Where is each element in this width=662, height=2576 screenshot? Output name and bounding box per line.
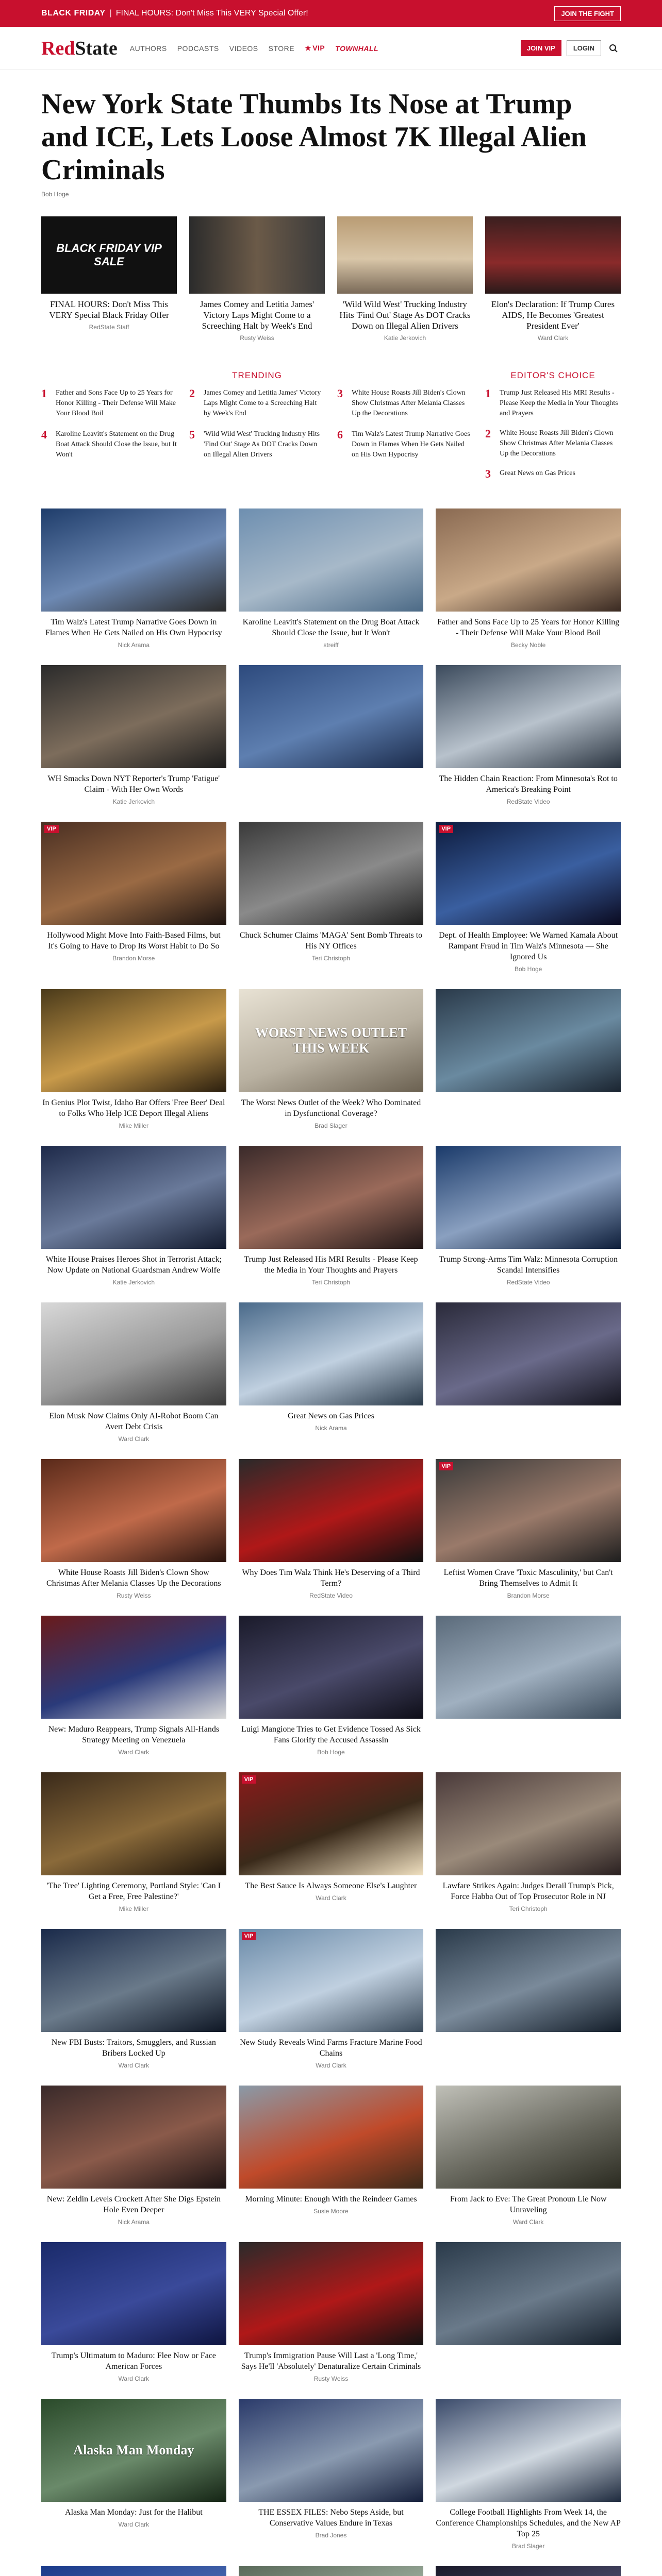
article-image[interactable]	[41, 2399, 226, 2502]
article-card[interactable]	[436, 1146, 621, 1286]
nav-links	[130, 44, 521, 53]
editors-text[interactable]: Great News on Gas Prices	[500, 469, 575, 477]
article-image[interactable]	[41, 1146, 226, 1249]
nav-vip-label: VIP	[312, 44, 325, 52]
article-author[interactable]: Brad Slager	[315, 1122, 347, 1129]
promo-bar	[0, 0, 662, 27]
article-card[interactable]	[239, 1302, 424, 1443]
join-the-fight-button[interactable]: JOIN THE FIGHT	[554, 6, 621, 21]
article-image[interactable]	[436, 1929, 621, 2032]
nav-store[interactable]: STORE	[268, 44, 295, 53]
article-image[interactable]	[41, 1616, 226, 1719]
article-title[interactable]: Why Does Tim Walz Think He's Deserving of a Third Term?	[242, 1568, 420, 1588]
article-image[interactable]	[41, 989, 226, 1092]
article-image[interactable]	[239, 2242, 424, 2345]
article-title[interactable]: 'The Tree' Lighting Ceremony, Portland Style: 'Can I Get a Free, Free Palestine?'	[46, 1882, 221, 1901]
article-author[interactable]: Brad Jones	[315, 2532, 347, 2539]
article-author[interactable]: Ward Clark	[118, 2375, 150, 2382]
promo-message[interactable]: FINAL HOURS: Don't Miss This VERY Special Offer!	[115, 9, 308, 18]
trending-text[interactable]: White House Roasts Jill Biden's Clown Show Christmas After Melania Classes Up the Decorations	[352, 389, 466, 417]
editors-choice-section	[485, 370, 621, 480]
article-card[interactable]	[436, 822, 621, 973]
trending-number: 6	[337, 428, 343, 441]
article-card[interactable]	[436, 1772, 621, 1912]
article-author[interactable]: Teri Christoph	[311, 955, 350, 962]
nav-authors[interactable]: AUTHORS	[129, 44, 167, 53]
article-image[interactable]	[436, 2566, 621, 2576]
vip-star-icon: ★	[305, 44, 312, 52]
trending-item[interactable]	[189, 429, 325, 460]
article-image[interactable]	[436, 1146, 621, 1249]
article-author[interactable]: Teri Christoph	[311, 1279, 350, 1286]
trending-text[interactable]: James Comey and Letitia James' Victory Laps Might Come to a Screeching Halt by Week's End	[204, 389, 321, 417]
article-image[interactable]	[239, 1302, 424, 1405]
article-card[interactable]	[436, 2399, 621, 2550]
article-card[interactable]	[239, 2566, 424, 2576]
article-image[interactable]	[436, 665, 621, 768]
article-author[interactable]: streiff	[323, 641, 339, 649]
trending-item[interactable]	[41, 429, 177, 460]
article-author[interactable]: Ward Clark	[118, 2521, 150, 2528]
article-card[interactable]	[239, 509, 424, 649]
article-card[interactable]	[436, 2086, 621, 2226]
article-author[interactable]: Teri Christoph	[509, 1905, 548, 1912]
trending-heading: TRENDING	[232, 370, 282, 380]
lead-byline[interactable]: Bob Hoge	[41, 191, 69, 198]
article-image[interactable]	[41, 2086, 226, 2189]
article-card[interactable]	[41, 822, 226, 973]
article-image[interactable]	[239, 2566, 424, 2576]
join-vip-button[interactable]: JOIN VIP	[521, 40, 561, 56]
hero-card[interactable]	[337, 216, 473, 342]
editors-item[interactable]	[485, 428, 621, 459]
top-navigation	[0, 27, 662, 70]
article-title[interactable]: Lawfare Strikes Again: Judges Derail Trump's Pick, Force Habba Out of Top Prosecutor Role in NJ	[442, 1882, 614, 1901]
article-card[interactable]	[41, 1146, 226, 1286]
article-author[interactable]: Nick Arama	[315, 1425, 347, 1432]
article-image[interactable]	[239, 1929, 424, 2032]
article-title[interactable]: Elon Musk Now Claims Only AI-Robot Boom Can Avert Debt Crisis	[49, 1412, 219, 1431]
article-image[interactable]	[41, 822, 226, 925]
article-card[interactable]	[436, 2566, 621, 2576]
vip-badge: VIP	[44, 825, 59, 833]
article-card[interactable]	[41, 2242, 226, 2382]
article-title[interactable]: WH Smacks Down NYT Reporter's Trump 'Fatigue' Claim - With Her Own Words	[47, 774, 220, 794]
article-author[interactable]: RedState Video	[309, 1592, 353, 1599]
article-card[interactable]	[239, 1929, 424, 2069]
article-author[interactable]: Bob Hoge	[514, 965, 542, 973]
article-feed	[41, 509, 621, 2576]
article-image[interactable]	[41, 2566, 226, 2576]
article-title[interactable]: Karoline Leavitt's Statement on the Drug Boat Attack Should Close the Issue, but It Won't	[242, 618, 420, 637]
promo-separator: |	[109, 9, 112, 18]
article-title[interactable]: White House Praises Heroes Shot in Terrorist Attack; Now Update on National Guardsman Andrew Wolfe	[45, 1255, 222, 1275]
promo-prefix: BLACK FRIDAY	[41, 9, 106, 18]
trending-number: 5	[189, 428, 195, 441]
article-image[interactable]	[436, 822, 621, 925]
article-title[interactable]: Trump Strong-Arms Tim Walz: Minnesota Corruption Scandal Intensifies	[439, 1255, 618, 1275]
trending-number: 3	[337, 387, 343, 400]
vip-badge: VIP	[242, 1775, 256, 1784]
article-image[interactable]	[239, 1459, 424, 1562]
lead-headline[interactable]: New York State Thumbs Its Nose at Trump and ICE, Lets Loose Almost 7K Illegal Alien Criminals	[41, 88, 587, 186]
trending-list	[41, 388, 473, 460]
editors-item[interactable]	[485, 388, 621, 419]
article-card[interactable]	[436, 509, 621, 649]
hero-author[interactable]: Rusty Weiss	[240, 334, 274, 342]
article-card[interactable]	[239, 989, 424, 1129]
article-card[interactable]	[436, 1302, 621, 1443]
article-card[interactable]	[41, 1929, 226, 2069]
article-title[interactable]: Trump Just Released His MRI Results - Please Keep the Media in Your Thoughts and Prayers	[244, 1255, 418, 1275]
article-image[interactable]	[239, 509, 424, 612]
hero-card[interactable]	[41, 216, 177, 342]
article-card[interactable]	[41, 2086, 226, 2226]
article-author[interactable]: Ward Clark	[512, 2218, 544, 2226]
hero-title[interactable]: FINAL HOURS: Don't Miss This VERY Special Black Friday Offer	[49, 299, 169, 320]
article-title[interactable]: Father and Sons Face Up to 25 Years for Honor Killing - Their Defense Will Make Your Blood Boil	[437, 618, 620, 637]
hero-card[interactable]	[485, 216, 621, 342]
hero-title[interactable]: Elon's Declaration: If Trump Cures AIDS, He Becomes 'Greatest President Ever'	[491, 299, 615, 331]
article-card[interactable]	[41, 2399, 226, 2550]
article-title[interactable]: The Hidden Chain Reaction: From Minnesota's Rot to America's Breaking Point	[439, 774, 618, 794]
article-card[interactable]	[436, 1459, 621, 1599]
editors-text[interactable]: White House Roasts Jill Biden's Clown Show Christmas After Melania Classes Up the Decorations	[500, 429, 614, 457]
trending-text[interactable]: 'Wild Wild West' Trucking Industry Hits 'Find Out' Stage As DOT Cracks Down on Illegal Alien Drivers	[204, 430, 320, 459]
trending-item[interactable]	[337, 429, 473, 460]
article-title[interactable]: Morning Minute: Enough With the Reindeer Games	[245, 2195, 417, 2204]
article-card[interactable]	[436, 1616, 621, 1756]
trending-number: 1	[41, 387, 47, 400]
article-title[interactable]: Luigi Mangione Tries to Get Evidence Tossed As Sick Fans Glorify the Accused Assassin	[241, 1725, 421, 1744]
article-title[interactable]: From Jack to Eve: The Great Pronoun Lie Now Unraveling	[450, 2195, 607, 2214]
article-title[interactable]: The Best Sauce Is Always Someone Else's Laughter	[245, 1882, 417, 1890]
article-author[interactable]: Brandon Morse	[112, 955, 155, 962]
article-title[interactable]: The Worst News Outlet of the Week? Who Dominated in Dysfunctional Coverage?	[241, 1098, 421, 1118]
article-card[interactable]	[41, 2566, 226, 2576]
lists-row	[41, 370, 621, 480]
article-image[interactable]	[239, 822, 424, 925]
trending-section	[41, 370, 473, 480]
article-card[interactable]	[41, 989, 226, 1129]
article-author[interactable]: RedState Video	[506, 798, 550, 805]
hero-row	[41, 216, 621, 342]
article-title[interactable]: Hollywood Might Move Into Faith-Based Films, but It's Going to Have to Drop Its Worst Habit to Do So	[47, 931, 221, 951]
article-author[interactable]: Ward Clark	[316, 2062, 346, 2069]
article-author[interactable]: RedState Video	[506, 1279, 550, 1286]
article-image[interactable]	[239, 2399, 424, 2502]
nav-vip[interactable]	[305, 44, 325, 53]
article-card[interactable]	[41, 509, 226, 649]
article-title[interactable]: New: Maduro Reappears, Trump Signals All-Hands Strategy Meeting on Venezuela	[48, 1725, 220, 1744]
editors-choice-heading: EDITOR'S CHOICE	[510, 370, 595, 380]
article-image[interactable]	[239, 665, 424, 768]
article-title[interactable]: College Football Highlights From Week 14, the Conference Championships Schedules, and the New AP Top 25	[436, 2508, 621, 2538]
article-card[interactable]	[41, 1616, 226, 1756]
article-author[interactable]: Nick Arama	[118, 2218, 150, 2226]
trending-number: 2	[189, 387, 195, 400]
article-author[interactable]: Rusty Weiss	[313, 2375, 349, 2382]
article-author[interactable]: Rusty Weiss	[117, 1592, 151, 1599]
hero-author[interactable]: Katie Jerkovich	[384, 334, 426, 342]
article-author[interactable]: Brad Slager	[511, 2543, 545, 2550]
article-image[interactable]	[239, 1146, 424, 1249]
article-image[interactable]	[239, 989, 424, 1092]
article-author[interactable]: Bob Hoge	[317, 1749, 345, 1756]
article-author[interactable]: Ward Clark	[316, 1894, 346, 1902]
article-image[interactable]	[41, 1459, 226, 1562]
article-author[interactable]: Becky Noble	[510, 641, 546, 649]
hero-card[interactable]	[189, 216, 325, 342]
editors-number: 1	[485, 387, 491, 400]
editors-number: 3	[485, 467, 491, 480]
article-image[interactable]	[436, 509, 621, 612]
nav-podcasts[interactable]: PODCASTS	[177, 44, 219, 53]
article-author[interactable]: Brandon Morse	[507, 1592, 550, 1599]
logo-red-part: Red	[41, 37, 75, 59]
article-card[interactable]	[436, 989, 621, 1129]
article-title[interactable]: New Study Reveals Wind Farms Fracture Marine Food Chains	[240, 2038, 422, 2058]
site-logo[interactable]	[41, 37, 118, 60]
article-image[interactable]	[436, 989, 621, 1092]
trending-number: 4	[41, 428, 47, 441]
article-image[interactable]	[41, 509, 226, 612]
article-card[interactable]	[239, 1616, 424, 1756]
article-image[interactable]	[41, 2242, 226, 2345]
article-author[interactable]: Katie Jerkovich	[112, 1279, 155, 1286]
article-image[interactable]	[41, 665, 226, 768]
article-title[interactable]: Trump's Ultimatum to Maduro: Flee Now or Face American Forces	[51, 2351, 216, 2371]
vip-badge: VIP	[242, 1932, 256, 1940]
vip-badge: VIP	[439, 825, 453, 833]
article-author[interactable]: Ward Clark	[118, 1749, 150, 1756]
article-image[interactable]	[239, 1772, 424, 1875]
article-card[interactable]	[239, 822, 424, 973]
article-title[interactable]: Alaska Man Monday: Just for the Halibut	[65, 2508, 203, 2517]
logo-black-part: State	[75, 37, 118, 59]
article-title[interactable]: Trump's Immigration Pause Will Last a 'Long Time,' Says He'll 'Absolutely' Denaturalize Certain Criminals	[241, 2351, 421, 2371]
nav-townhall[interactable]: TOWNHALL	[335, 44, 379, 53]
article-card[interactable]	[436, 665, 621, 805]
article-image[interactable]	[41, 1302, 226, 1405]
article-author[interactable]: Susie Moore	[313, 2208, 349, 2215]
article-image[interactable]	[436, 1616, 621, 1719]
article-title[interactable]: Leftist Women Crave 'Toxic Masculinity,' but Can't Bring Themselves to Admit It	[443, 1568, 613, 1588]
article-card[interactable]	[436, 1929, 621, 2069]
nav-right	[521, 40, 621, 56]
article-card[interactable]	[239, 665, 424, 805]
trending-text[interactable]: Karoline Leavitt's Statement on the Drug Boat Attack Should Close the Issue, but It Won't	[56, 430, 177, 459]
article-image[interactable]	[436, 1772, 621, 1875]
article-card[interactable]	[239, 2086, 424, 2226]
editors-text[interactable]: Trump Just Released His MRI Results - Please Keep the Media in Your Thoughts and Prayers	[500, 389, 618, 417]
article-image[interactable]	[239, 1616, 424, 1719]
article-author[interactable]: Ward Clark	[118, 2062, 150, 2069]
hero-title[interactable]: 'Wild Wild West' Trucking Industry Hits 'Find Out' Stage As DOT Cracks Down on Illegal Alien Drivers	[339, 299, 471, 331]
promo-text	[41, 9, 308, 18]
article-image-text: Alaska Man Monday	[73, 2443, 194, 2458]
hero-title[interactable]: James Comey and Letitia James' Victory Laps Might Come to a Screeching Halt by Week's End	[200, 299, 315, 331]
trending-text[interactable]: Tim Walz's Latest Trump Narrative Goes Down in Flames When He Gets Nailed on His Own Hypocrisy	[352, 430, 470, 459]
article-card[interactable]	[239, 1146, 424, 1286]
article-author[interactable]: Mike Miller	[119, 1122, 148, 1129]
article-author[interactable]: Katie Jerkovich	[112, 798, 155, 805]
article-title[interactable]: In Genius Plot Twist, Idaho Bar Offers 'Free Beer' Deal to Folks Who Help ICE Deport Illegal Aliens	[42, 1098, 225, 1118]
main-content	[41, 88, 621, 2576]
article-image[interactable]	[41, 1772, 226, 1875]
article-image[interactable]	[41, 1929, 226, 2032]
article-card[interactable]	[436, 2242, 621, 2382]
article-card[interactable]	[41, 1772, 226, 1912]
article-title[interactable]: Tim Walz's Latest Trump Narrative Goes Down in Flames When He Gets Nailed on His Own Hypocrisy	[45, 618, 222, 637]
article-author[interactable]: Mike Miller	[119, 1905, 148, 1912]
article-title[interactable]: New FBI Busts: Traitors, Smugglers, and Russian Bribers Locked Up	[51, 2038, 216, 2058]
article-card[interactable]	[239, 1459, 424, 1599]
nav-videos[interactable]: VIDEOS	[229, 44, 258, 53]
hero-author[interactable]: Ward Clark	[537, 334, 569, 342]
trending-item[interactable]	[337, 388, 473, 419]
article-title[interactable]: White House Roasts Jill Biden's Clown Show Christmas After Melania Classes Up the Decorations	[46, 1568, 221, 1588]
hero-image[interactable]	[189, 216, 325, 294]
editors-item[interactable]	[485, 468, 621, 480]
hero-image[interactable]	[337, 216, 473, 294]
article-image-text: WORST NEWS OUTLET THIS WEEK	[255, 1025, 407, 1056]
article-card[interactable]	[41, 1459, 226, 1599]
hero-image-text: BLACK FRIDAY VIP SALE	[56, 242, 162, 268]
article-image[interactable]	[436, 2242, 621, 2345]
login-button[interactable]: LOGIN	[567, 40, 601, 56]
trending-item[interactable]	[189, 388, 325, 419]
article-title[interactable]: Chuck Schumer Claims 'MAGA' Sent Bomb Threats to His NY Offices	[239, 931, 423, 951]
article-title[interactable]: New: Zeldin Levels Crockett After She Digs Epstein Hole Even Deeper	[46, 2195, 221, 2214]
article-title[interactable]: Great News on Gas Prices	[288, 1412, 374, 1420]
trending-text[interactable]: Father and Sons Face Up to 25 Years for Honor Killing - Their Defense Will Make Your Blood Boil	[56, 389, 176, 417]
editors-number: 2	[485, 427, 491, 440]
trending-item[interactable]	[41, 388, 177, 419]
vip-badge: VIP	[439, 1462, 453, 1470]
hero-image[interactable]	[485, 216, 621, 294]
article-image[interactable]	[436, 1459, 621, 1562]
article-author[interactable]: Nick Arama	[118, 641, 150, 649]
article-image[interactable]	[436, 2086, 621, 2189]
article-image[interactable]	[239, 2086, 424, 2189]
editors-choice-list	[485, 388, 621, 480]
article-card[interactable]	[239, 2242, 424, 2382]
hero-author[interactable]: RedState Staff	[89, 324, 129, 331]
article-card[interactable]	[41, 1302, 226, 1443]
article-card[interactable]	[239, 2399, 424, 2550]
article-author[interactable]: Ward Clark	[118, 1435, 150, 1443]
article-title[interactable]: Dept. of Health Employee: We Warned Kamala About Rampant Fraud in Tim Walz's Minnesota — She Ignored Us	[439, 931, 618, 961]
article-card[interactable]	[41, 665, 226, 805]
article-title[interactable]: THE ESSEX FILES: Nebo Steps Aside, but Conservative Values Endure in Texas	[258, 2508, 404, 2528]
hero-image[interactable]	[41, 216, 177, 294]
search-icon[interactable]	[606, 41, 621, 56]
article-image[interactable]	[436, 1302, 621, 1405]
article-card[interactable]	[239, 1772, 424, 1912]
article-image[interactable]	[436, 2399, 621, 2502]
